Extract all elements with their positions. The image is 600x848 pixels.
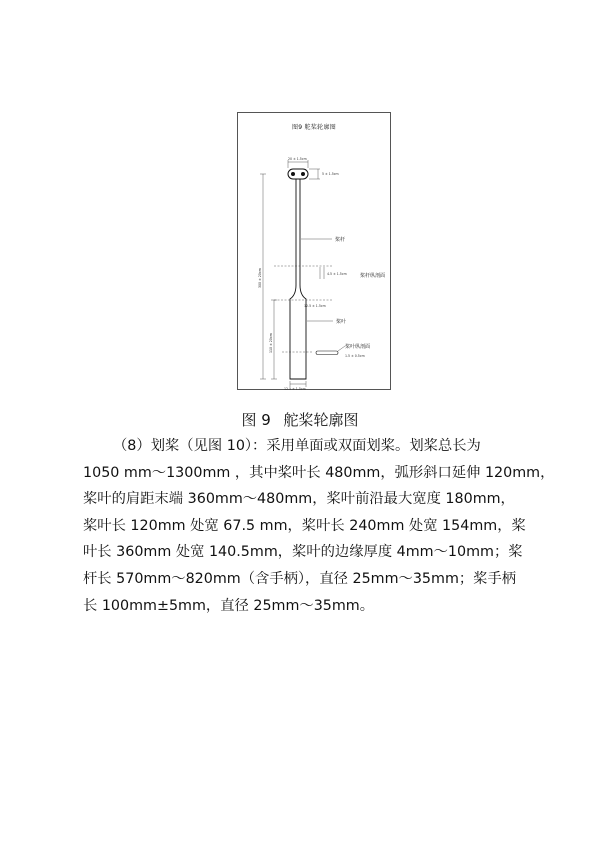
shaft-width-label: 4.5 ± 1.5cm [327, 272, 347, 276]
figure-frame [237, 112, 391, 390]
paragraph-line-6: 杆长 570mm～820mm（含手柄），直径 25mm～35mm；桨手柄 [83, 570, 517, 587]
paragraph-line-1: （8）划桨（见图 10）：采用单面或双面划桨。划桨总长为 [113, 438, 481, 454]
grip-hole-left [291, 172, 295, 176]
paragraph-line-5: 叶长 360mm 处宽 140.5mm，桨叶的边缘厚度 4mm～10mm；桨 [83, 544, 523, 561]
figure-caption [0, 409, 600, 430]
caption-number: 图 9 [241, 411, 271, 429]
blade-section-shape [316, 351, 338, 355]
total-length-label: 300 ± 20cm [258, 268, 262, 288]
shaft-section-label: 桨杆纵剖面 [360, 273, 386, 279]
body-paragraph [83, 433, 555, 619]
blade-section-leader [338, 346, 345, 351]
top-width-label: 20 ± 1.5cm [288, 157, 307, 161]
paragraph-line-2: 1050 mm～1300mm ，其中桨叶长 480mm，弧形斜口延伸 120mm， [83, 464, 555, 481]
top-thickness-label: 5 ± 1.5cm [322, 172, 339, 176]
blade-thickness-label: 1.5 ± 0.5cm [345, 354, 365, 358]
paragraph-line-7: 长 100mm±5mm，直径 25mm～35mm。 [83, 597, 375, 614]
blade-length-label: 110 ± 20cm [269, 333, 273, 353]
blade-bottom-width-label: 12.5 ± 1.5cm [284, 387, 306, 391]
paragraph-line-3: 桨叶的肩距末端 360mm～480mm，桨叶前沿最大宽度 180mm， [83, 491, 515, 508]
blade-top-width-label: 12.5 ± 1.5cm [304, 304, 326, 308]
grip-hole-right [301, 172, 305, 176]
shaft-label: 桨杆 [335, 237, 346, 243]
blade-section-label: 桨叶纵剖面 [345, 344, 371, 350]
caption-title: 舵桨轮廓图 [283, 411, 359, 429]
figure-inner-title: 图9 舵桨轮廓图 [291, 124, 337, 131]
blade-label: 桨叶 [336, 319, 347, 325]
blade-outline [290, 285, 306, 379]
paragraph-line-4: 桨叶长 120mm 处宽 67.5 mm，桨叶长 240mm 处宽 154mm，桨 [83, 517, 526, 534]
paddle-outline-diagram [238, 113, 392, 391]
